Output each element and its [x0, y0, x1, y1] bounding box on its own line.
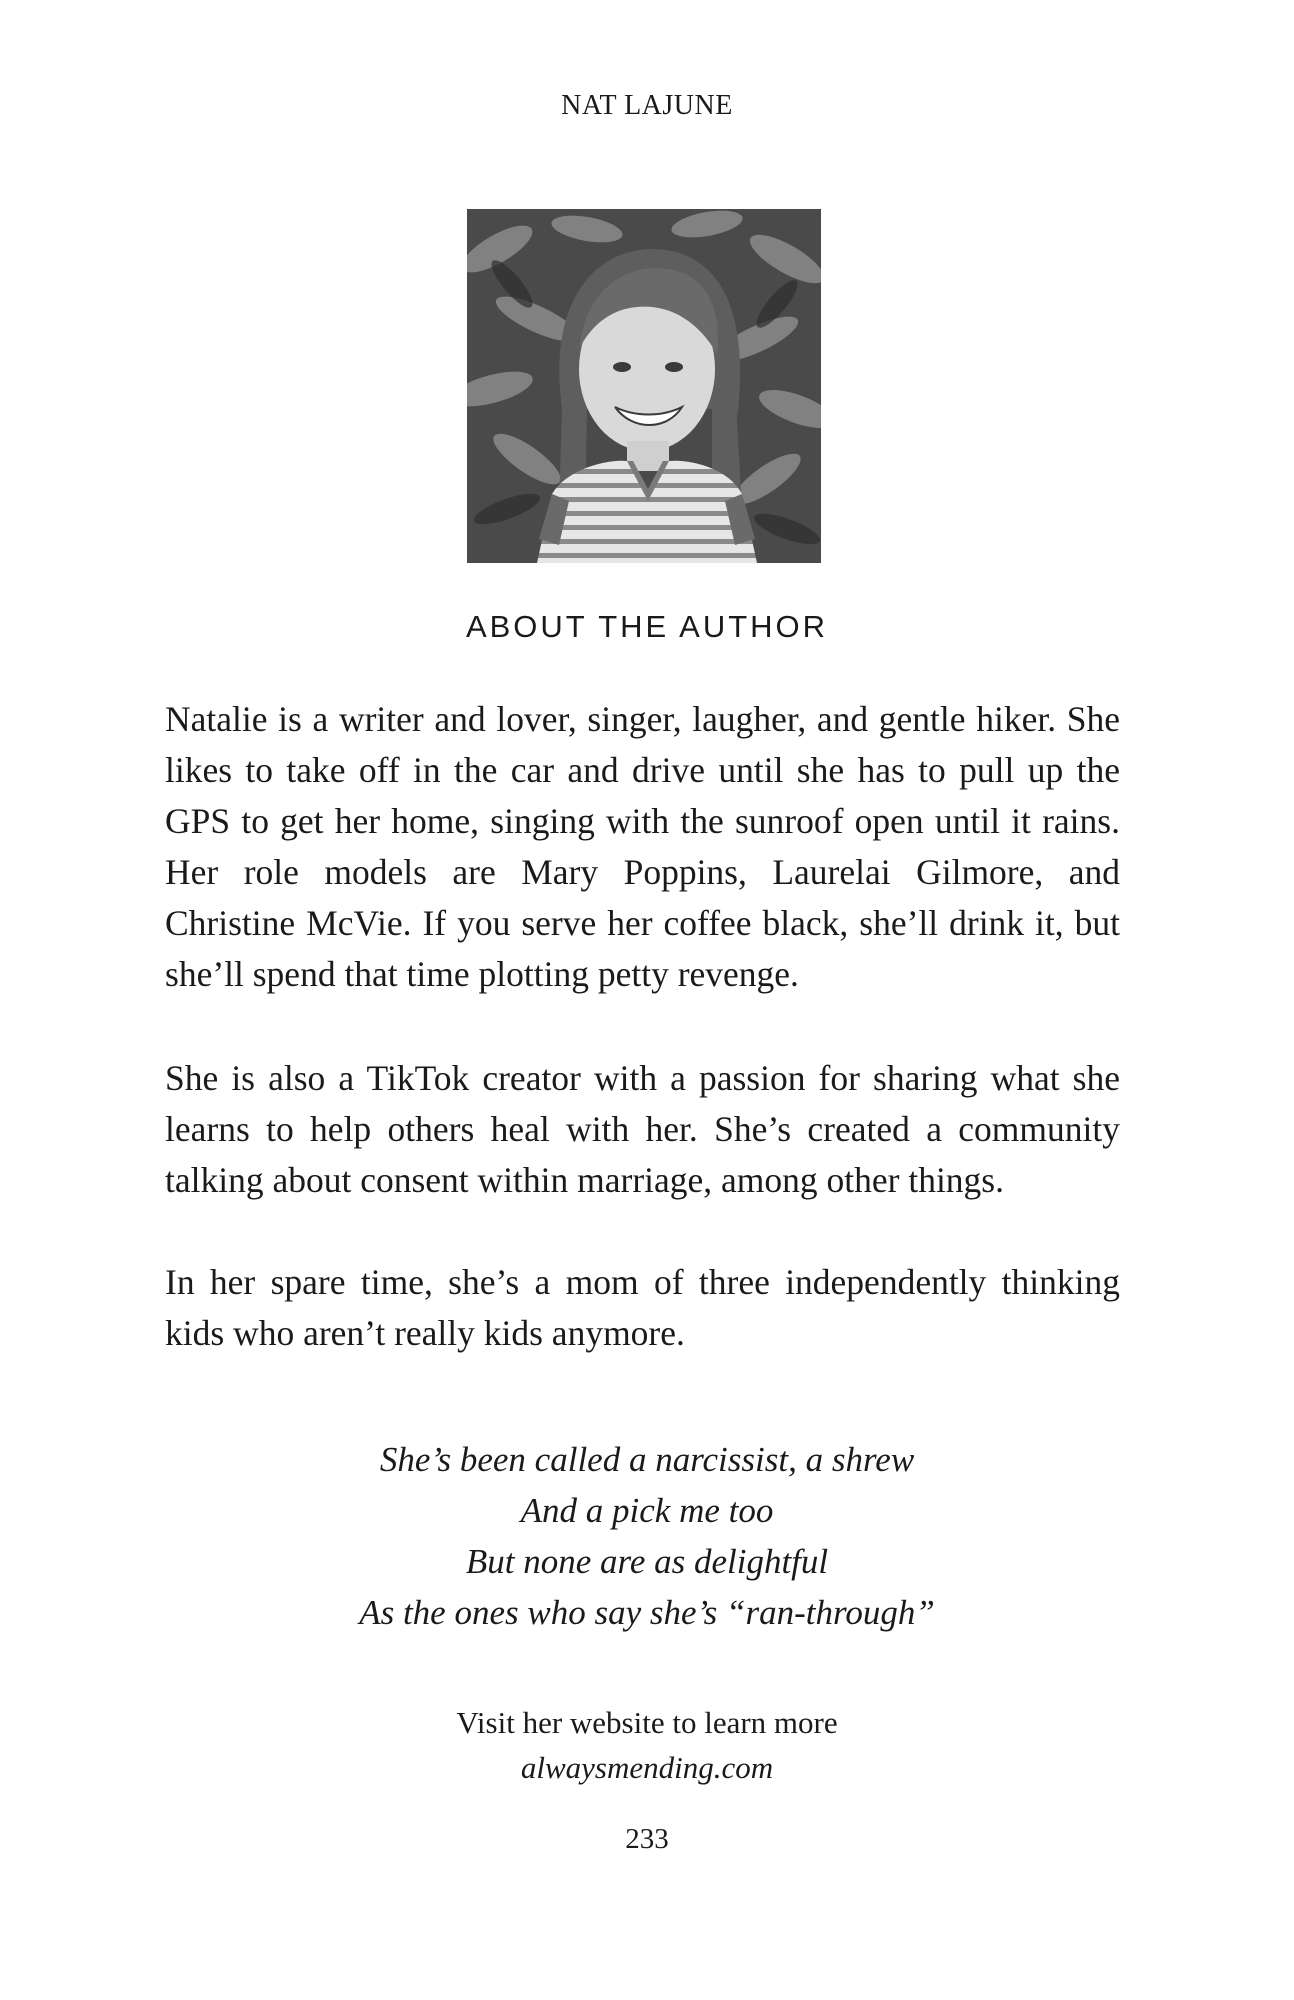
website-prompt: Visit her website to learn more	[456, 1705, 838, 1740]
poem	[0, 1434, 1294, 1638]
author-photo	[467, 209, 821, 563]
page-number: 233	[625, 1823, 669, 1855]
poem-line: But none are as delightful	[465, 1542, 829, 1581]
paragraph-spare-time: In her spare time, she’s a mom of three independently thinking kids who aren’t really kids anymore.	[165, 1262, 1120, 1353]
paragraph-bio: Natalie is a writer and lover, singer, laugher, and gentle hiker. She likes to take off in the car and drive until she has to pull up the GPS to get her home, singing with the sunroof open until it rains. Her role models are Mary Poppins, Laurelai Gilmore, and Christine McVie. If you serve her coffee black, she’ll drink it, but she’ll spend that time plotting petty revenge.	[165, 699, 1120, 994]
running-head: NAT LAJUNE	[561, 90, 733, 121]
paragraph-tiktok: She is also a TikTok creator with a passion for sharing what she learns to help others heal with her. She’s created a community talking about consent within marriage, among other things.	[165, 1058, 1120, 1200]
poem-line: She’s been called a narcissist, a shrew	[379, 1440, 915, 1479]
section-title: ABOUT THE AUTHOR	[465, 609, 829, 644]
poem-line: And a pick me too	[520, 1491, 774, 1530]
poem-line: As the ones who say she’s “ran-through”	[359, 1593, 935, 1632]
website-url: alwaysmending.com	[520, 1750, 774, 1785]
website-block	[0, 1700, 1294, 1790]
